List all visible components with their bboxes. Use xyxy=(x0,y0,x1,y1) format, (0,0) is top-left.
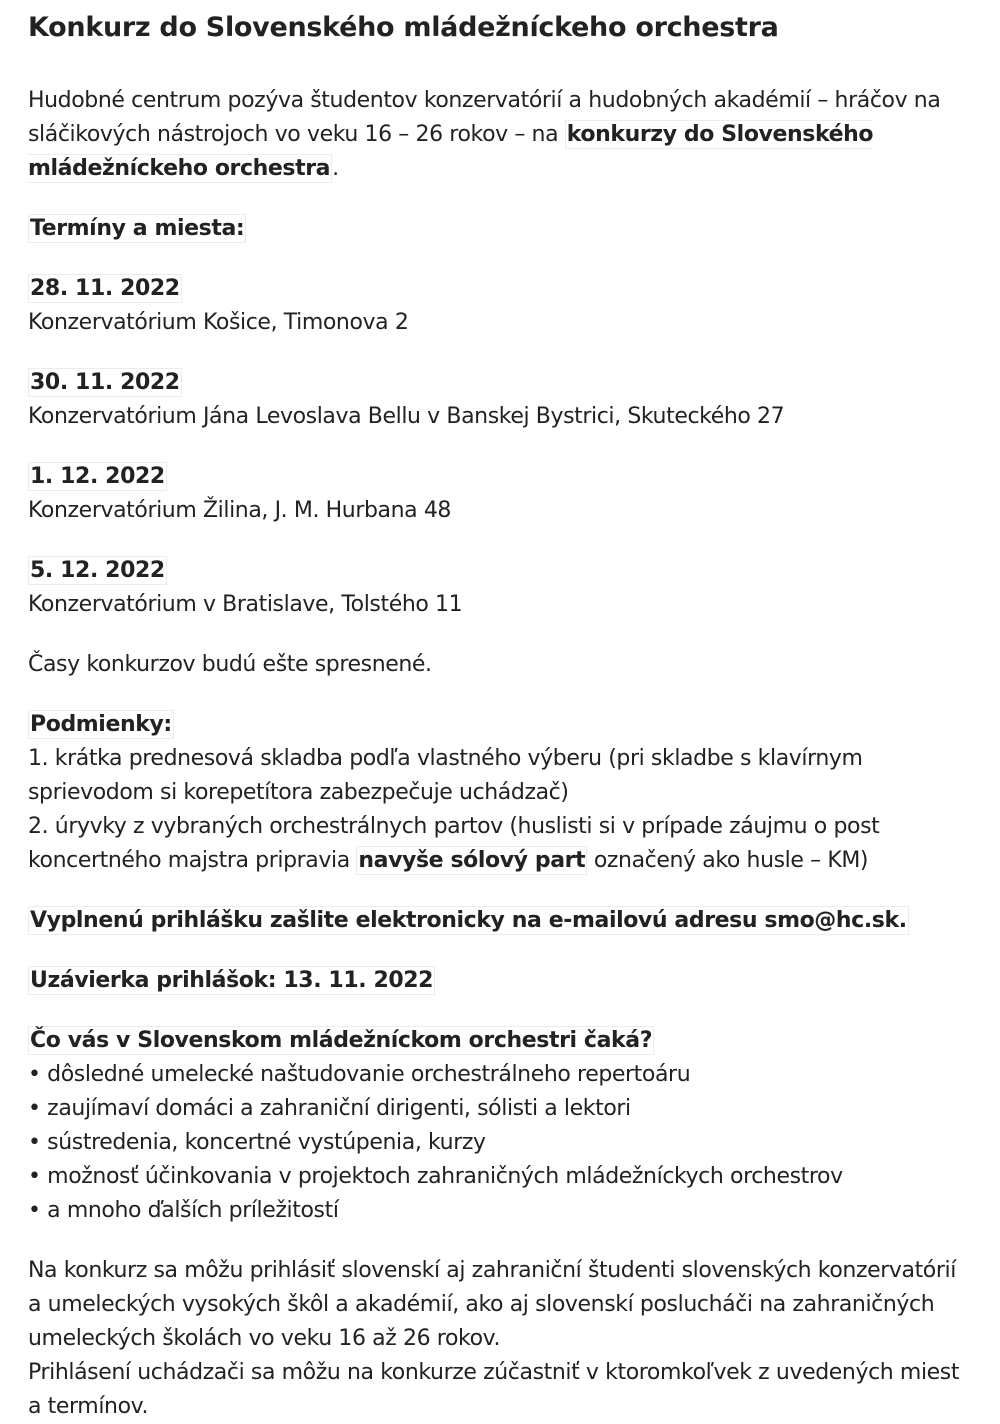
date: 1. 12. 2022 xyxy=(30,464,165,489)
date-entry xyxy=(28,554,972,622)
date: 5. 12. 2022 xyxy=(30,558,165,583)
benefit-item: • a mnoho ďalších príležitostí xyxy=(28,1198,339,1223)
benefits-heading: Čo vás v Slovenskom mládežníckom orchestri čaká? xyxy=(30,1028,653,1053)
date: 28. 11. 2022 xyxy=(30,276,180,301)
condition-1: 1. krátka prednesová skladba podľa vlastného výberu (pri skladbe s klavírnym sprievodom si korepetítora zabezpečuje uchádzač) xyxy=(28,746,863,805)
intro-end: . xyxy=(332,156,339,181)
deadline xyxy=(28,964,972,998)
application-note xyxy=(28,904,972,938)
deadline-text: Uzávierka prihlášok: 13. 11. 2022 xyxy=(30,968,434,993)
times-note: Časy konkurzov budú ešte spresnené. xyxy=(28,652,432,677)
closing-text-1: Na konkurz sa môžu prihlásiť slovenskí aj zahraniční študenti slovenských konzervatórií a umeleckých vysokých škôl a akadémií, ako aj slovenskí poslucháči na zahraničných umeleckých školách vo veku 16 až 26 rokov. xyxy=(28,1258,956,1351)
condition-2-start: 2. úryvky z vybraných orchestrálnych partov (huslisti si v prípade záujmu o post koncertného majstra pripravia xyxy=(28,814,880,873)
closing-text-2: Prihlásení uchádzači sa môžu na konkurze zúčastniť v ktoromkoľvek z uvedených miest a termínov. xyxy=(28,1360,960,1419)
dates-heading xyxy=(28,212,972,246)
place: Konzervatórium v Bratislave, Tolstého 11 xyxy=(28,592,463,617)
intro-text: Hudobné centrum pozýva študentov konzervatórií a hudobných akadémií – hráčov na sláčikových nástrojoch vo veku 16 – 26 rokov – na xyxy=(28,88,941,147)
condition-2-bold: navyše sólový part xyxy=(358,848,586,873)
closing-paragraph xyxy=(28,1254,972,1424)
page-title: Konkurz do Slovenského mládežníckeho orchestra xyxy=(28,12,779,43)
application-text: Vyplnenú prihlášku zašlite elektronicky na e-mailovú adresu smo@hc.sk. xyxy=(30,908,907,933)
conditions xyxy=(28,708,972,878)
conditions-heading: Podmienky: xyxy=(30,712,172,737)
intro-paragraph xyxy=(28,84,972,186)
intro-bold: konkurzy do Slovenského mládežníckeho orchestra xyxy=(28,122,874,181)
benefit-item: • zaujímaví domáci a zahraniční dirigenti, sólisti a lektori xyxy=(28,1096,631,1121)
benefit-item: • dôsledné umelecké naštudovanie orchestrálneho repertoáru xyxy=(28,1062,691,1087)
date-entry xyxy=(28,366,972,434)
benefit-item: • sústredenia, koncertné vystúpenia, kurzy xyxy=(28,1130,486,1155)
benefits xyxy=(28,1024,972,1228)
place: Konzervatórium Košice, Timonova 2 xyxy=(28,310,409,335)
benefit-item: • možnosť účinkovania v projektoch zahraničných mládežníckych orchestrov xyxy=(28,1164,843,1189)
place: Konzervatórium Jána Levoslava Bellu v Banskej Bystrici, Skuteckého 27 xyxy=(28,404,785,429)
date-entry xyxy=(28,460,972,528)
date: 30. 11. 2022 xyxy=(30,370,180,395)
dates-heading-text: Termíny a miesta: xyxy=(30,216,245,241)
date-entry xyxy=(28,272,972,340)
condition-2-end: označený ako husle – KM) xyxy=(587,848,869,873)
place: Konzervatórium Žilina, J. M. Hurbana 48 xyxy=(28,498,452,523)
